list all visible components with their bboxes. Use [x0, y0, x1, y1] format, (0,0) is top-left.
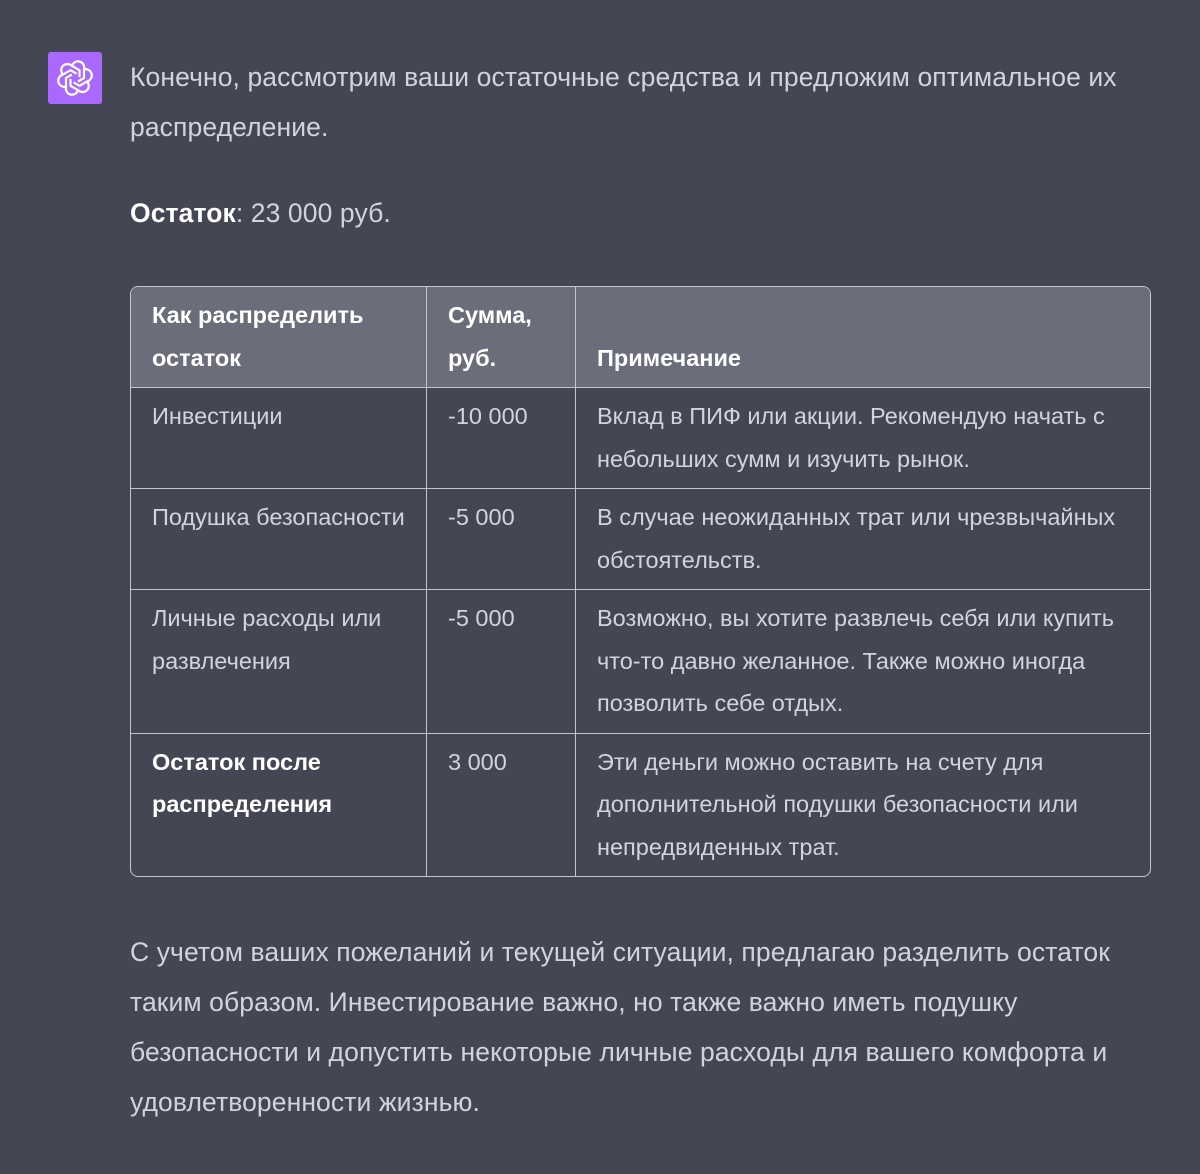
cell-amount: -5 000 [427, 590, 576, 734]
intro-text: Конечно, рассмотрим ваши остаточные средства и предложим оптимальное их распределение. [130, 62, 1117, 142]
cell-amount: 3 000 [427, 733, 576, 876]
openai-logo-icon [55, 58, 95, 98]
balance-line [130, 188, 1160, 238]
cell-note: Возможно, вы хотите развлечь себя или купить что-то давно желанное. Также можно иногда позволить себе отдых. [576, 590, 1151, 734]
cell-item: Инвестиции [131, 388, 427, 489]
table-row [131, 733, 1150, 876]
cell-item: Остаток после распределения [131, 733, 427, 876]
balance-label: Остаток [130, 198, 236, 228]
table-row [131, 590, 1150, 734]
cell-note: Эти деньги можно оставить на счету для дополнительной подушки безопасности или непредвиденных трат. [597, 748, 1078, 860]
header-note: Примечание [576, 287, 1151, 388]
balance-value: : 23 000 руб. [235, 198, 391, 228]
cell-item: Личные расходы или развлечения [131, 590, 427, 734]
table-row [131, 388, 1150, 489]
cell-note: Вклад в ПИФ или акции. Рекомендую начать с небольших сумм и изучить рынок. [576, 388, 1151, 489]
cell-amount: -10 000 [427, 388, 576, 489]
cell-amount: -5 000 [427, 489, 576, 590]
allocation-table [130, 286, 1151, 877]
summary-text: С учетом ваших пожеланий и текущей ситуации, предлагаю разделить остаток таким образом. Инвестирование важно, но также важно иметь подушку безопасности и допустить некоторые личные расходы для вашего комфорта и удовлетворенности жизнью. [130, 937, 1110, 1117]
cell-item: Подушка безопасности [131, 489, 427, 590]
header-amount: Сумма, руб. [427, 287, 576, 388]
table-header-row [131, 287, 1150, 388]
assistant-message [130, 52, 1160, 1127]
table-row [131, 489, 1150, 590]
cell-note: В случае неожиданных трат или чрезвычайных обстоятельств. [576, 489, 1151, 590]
assistant-avatar [48, 52, 102, 104]
header-item: Как распределить остаток [131, 287, 427, 388]
